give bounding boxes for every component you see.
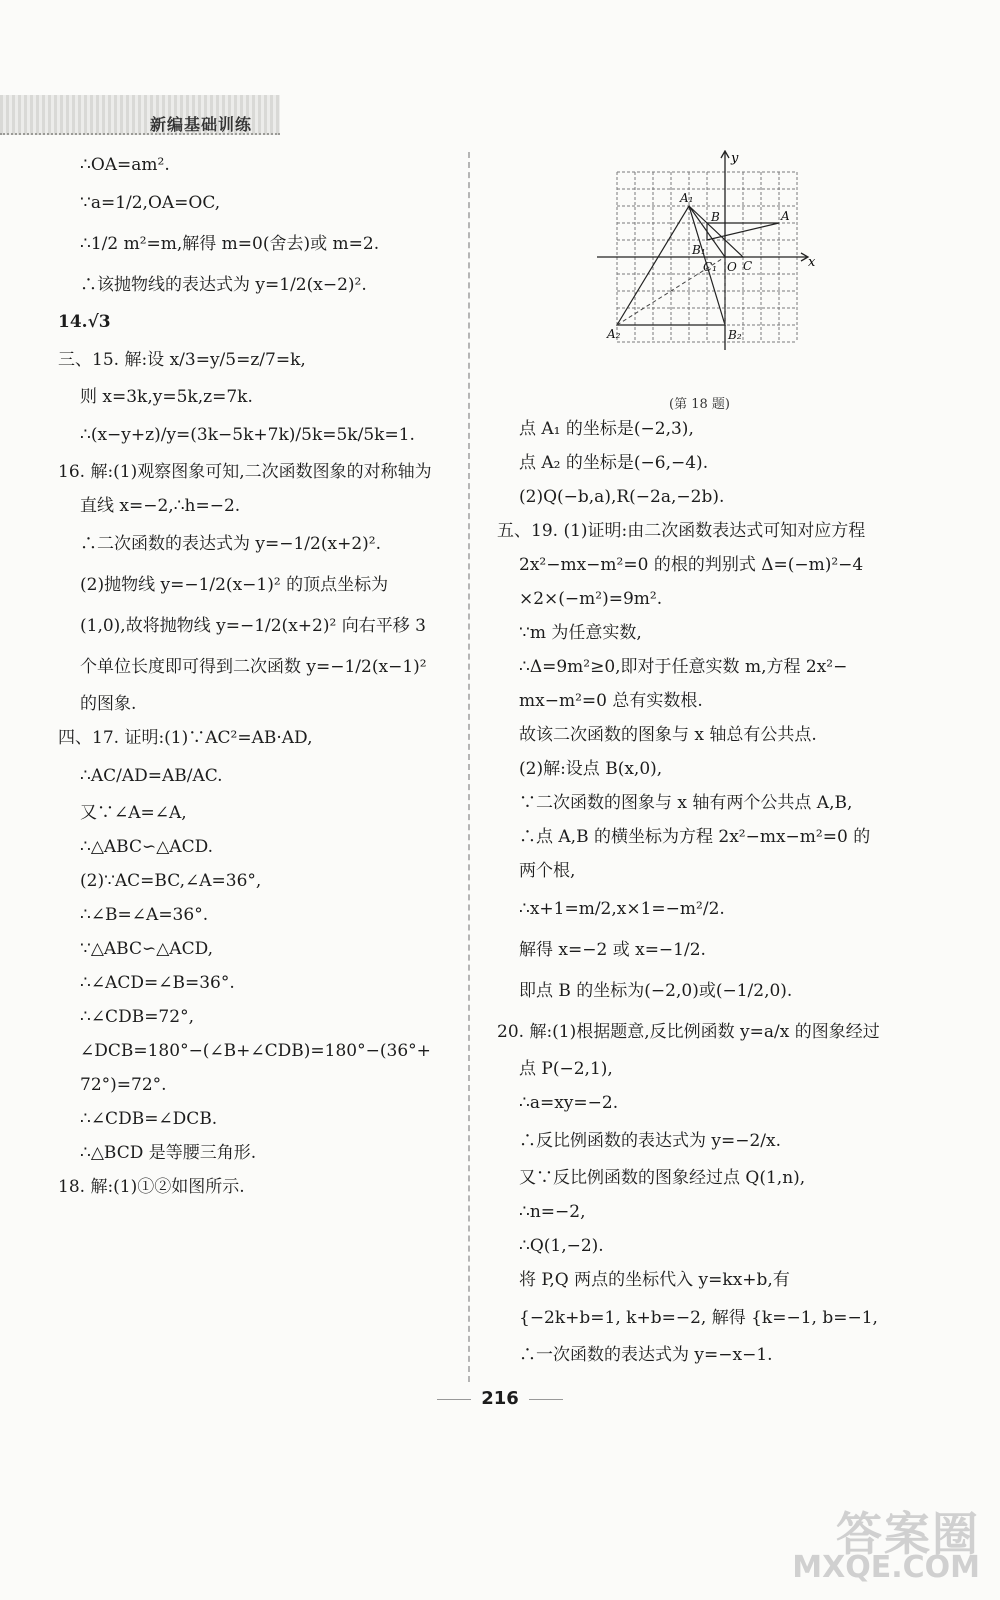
text-line: 个单位长度即可得到二次函数 y=−1/2(x−1)²: [80, 657, 427, 677]
text-line: ∴∠B=∠A=36°.: [80, 905, 209, 925]
text-line: mx−m²=0 总有实数根.: [519, 691, 703, 711]
answer-17-heading: 四、17. 证明:(1)∵AC²=AB·AD,: [58, 728, 313, 748]
system-of-equations: {−2k+b=1, k+b=−2, 解得 {k=−1, b=−1,: [519, 1308, 878, 1328]
answer-20-heading: 20. 解:(1)根据题意,反比例函数 y=a/x 的图象经过: [497, 1022, 880, 1042]
text-line: 点 P(−2,1),: [519, 1059, 613, 1079]
text-line: 又∵反比例函数的图象经过点 Q(1,n),: [519, 1168, 806, 1188]
text-line: ∴1/2 m²=m,解得 m=0(舍去)或 m=2.: [80, 234, 380, 254]
text-line: ∴OA=am².: [80, 155, 170, 175]
point-label: C: [743, 259, 753, 273]
point-labels: [606, 191, 790, 342]
text-line: (2)抛物线 y=−1/2(x−1)² 的顶点坐标为: [80, 575, 389, 595]
text-line: 则 x=3k,y=5k,z=7k.: [80, 387, 253, 407]
text-line: 将 P,Q 两点的坐标代入 y=kx+b,有: [519, 1270, 790, 1290]
text-line: 2x²−mx−m²=0 的根的判别式 Δ=(−m)²−4: [519, 555, 864, 575]
text-line: ∴二次函数的表达式为 y=−1/2(x+2)².: [80, 534, 381, 554]
text-line: (1,0),故将抛物线 y=−1/2(x+2)² 向右平移 3: [80, 616, 426, 636]
text-line: 72°)=72°.: [80, 1075, 167, 1095]
figure-18: [497, 150, 909, 412]
column-divider: [468, 152, 470, 1382]
watermark-cn: 答案圈: [836, 1507, 980, 1561]
page-number-rule: [437, 1399, 471, 1400]
text-line: ∵△ABC∽△ACD,: [80, 939, 214, 959]
text-line: (2)∵AC=BC,∠A=36°,: [80, 871, 262, 891]
text-line: ∴Q(1,−2).: [519, 1236, 604, 1256]
text-line: ∠DCB=180°−(∠B+∠CDB)=180°−(36°+: [80, 1041, 431, 1061]
coordinate-grid-figure: [597, 150, 817, 382]
text-line: ∴Δ=9m²≥0,即对于任意实数 m,方程 2x²−: [519, 657, 848, 677]
text-line: 即点 B 的坐标为(−2,0)或(−1/2,0).: [519, 981, 793, 1001]
page-number-rule: [529, 1399, 563, 1400]
text-line: (2)Q(−b,a),R(−2a,−2b).: [519, 487, 725, 507]
watermark-en: MXQE.COM: [792, 1550, 980, 1585]
text-line: ∴∠CDB=∠DCB.: [80, 1109, 218, 1129]
text-line: 直线 x=−2,∴h=−2.: [80, 496, 241, 516]
answer-16-heading: 16. 解:(1)观察图象可知,二次函数图象的对称轴为: [58, 462, 432, 482]
text-line: ∴a=xy=−2.: [519, 1093, 619, 1113]
text-line: ∴∠ACD=∠B=36°.: [80, 973, 235, 993]
text-line: 点 A₂ 的坐标是(−6,−4).: [519, 453, 709, 473]
page-number: [0, 1388, 1000, 1409]
figure-caption: (第 18 题): [669, 397, 730, 412]
text-line: ∴△BCD 是等腰三角形.: [80, 1143, 257, 1163]
right-column: [497, 150, 909, 1374]
axis-x-label: x: [808, 255, 816, 270]
text-line: ∴一次函数的表达式为 y=−x−1.: [519, 1345, 773, 1365]
answer-19-heading: 五、19. (1)证明:由二次函数表达式可知对应方程: [497, 521, 866, 541]
text-line: 故该二次函数的图象与 x 轴总有公共点.: [519, 725, 817, 745]
triangles: [617, 206, 779, 325]
text-line: ∴该抛物线的表达式为 y=1/2(x−2)².: [80, 275, 367, 295]
text-line: ∴∠CDB=72°,: [80, 1007, 194, 1027]
text-line: ∴n=−2,: [519, 1202, 586, 1222]
point-label: B₁: [692, 243, 706, 257]
point-label: A: [781, 209, 790, 223]
text-line: 的图象.: [80, 694, 137, 714]
text-line: ∵a=1/2,OA=OC,: [80, 193, 221, 213]
point-label: A₂: [607, 327, 621, 341]
point-label: A₁: [680, 191, 694, 205]
point-label: C₁: [703, 260, 717, 274]
left-column: [58, 150, 458, 1206]
text-line: ∴AC/AD=AB/AC.: [80, 766, 223, 786]
text-line: ∴x+1=m/2,x×1=−m²/2.: [519, 899, 725, 919]
answer-15-heading: 三、15. 解:设 x/3=y/5=z/7=k,: [58, 350, 306, 370]
watermark: [760, 1498, 980, 1588]
text-line: 两个根,: [519, 861, 576, 881]
point-label: B₂: [728, 328, 742, 342]
point-label: B: [711, 210, 720, 224]
text-line: ∴点 A,B 的横坐标为方程 2x²−mx−m²=0 的: [519, 827, 871, 847]
text-line: ∴△ABC∽△ACD.: [80, 837, 214, 857]
point-label: O: [727, 260, 737, 274]
text-line: (2)解:设点 B(x,0),: [519, 759, 663, 779]
text-line: 又∵∠A=∠A,: [80, 803, 187, 823]
text-line: ∵m 为任意实数,: [519, 623, 642, 643]
text-line: 点 A₁ 的坐标是(−2,3),: [519, 419, 694, 439]
text-line: ×2×(−m²)=9m².: [519, 589, 663, 609]
answer-18-heading: 18. 解:(1)①②如图所示.: [58, 1177, 245, 1197]
text-line: ∴反比例函数的表达式为 y=−2/x.: [519, 1131, 782, 1151]
text-line: ∵二次函数的图象与 x 轴有两个公共点 A,B,: [519, 793, 853, 813]
axis-y-label: y: [731, 151, 739, 166]
page-number-value: 216: [481, 1388, 519, 1409]
text-line: 解得 x=−2 或 x=−1/2.: [519, 940, 706, 960]
text-line: ∴(x−y+z)/y=(3k−5k+7k)/5k=5k/5k=1.: [80, 425, 415, 445]
answer-14: 14.√3: [58, 312, 111, 332]
book-title: 新编基础训练: [150, 115, 253, 134]
